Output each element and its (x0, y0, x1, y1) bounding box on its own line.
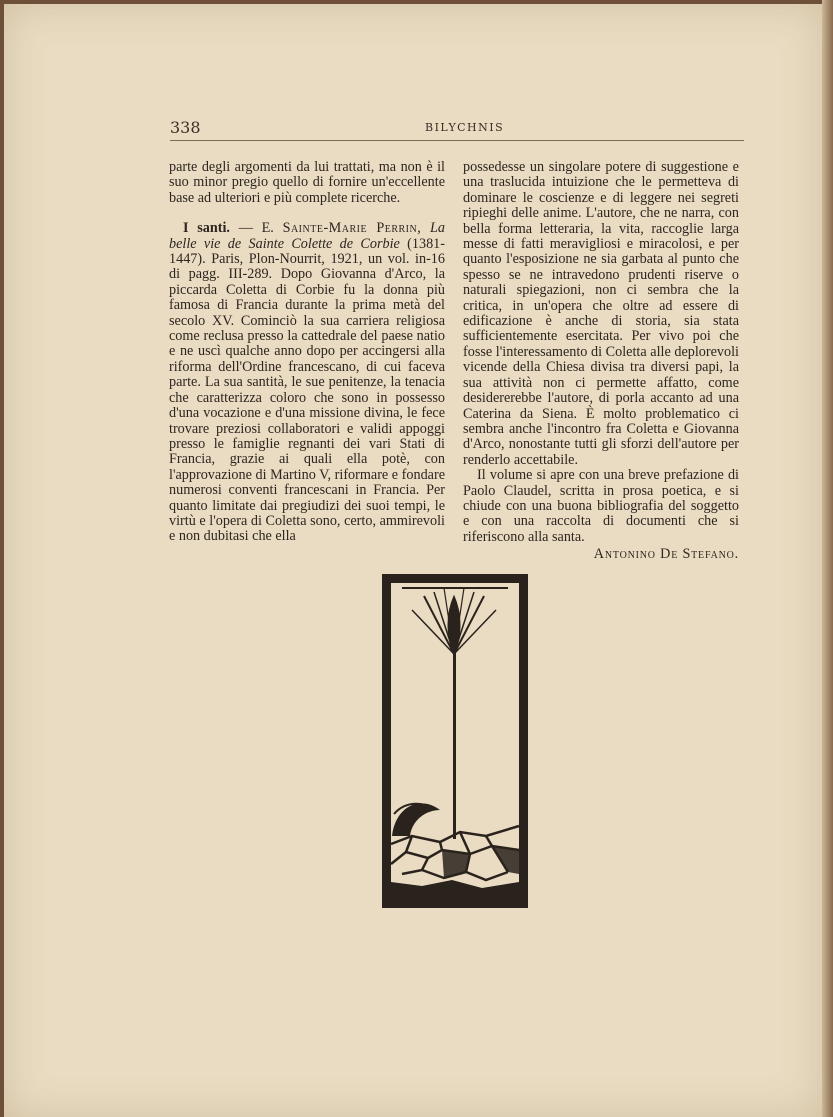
running-title: BILYCHNIS (425, 121, 505, 134)
continuation-paragraph: parte degli argomenti da lui trattati, ma non è il suo minor pregio quello di fornire un'eccellente base ad ulteriori e più complete ricerche. (169, 159, 445, 206)
page-number: 338 (170, 118, 201, 137)
review-paragraph (169, 221, 445, 545)
book-page (4, 4, 822, 1117)
review-body: (1381-1447). Paris, Plon-Nourrit, 1921, un vol. in-16 di pagg. III-289. Dopo Giovanna d'Arco, la piccarda Coletta di Corbie fu la donna più famosa di Francia durante la prima metà del secolo XV. Cominciò la sua carriera religiosa come reclusa presso la cattedrale del paese natio e ne uscì qualche anno dopo per accingersi alla riforma dell'Ordine francescano, di cui faceva parte. La sua santità, le sue penitenze, la tenacia che caratterizza coloro che sono in possesso d'una vocazione e d'una missione divina, le fece trovare preziosi collaboratori e validi appoggi presso le famiglie regnanti dei vari Stati di Francia, grazie ai quali ella potè, con l'approvazione di Martino V, riformare e fondare numerosi conventi francescani in Francia. Per quanto limitate dai pregiudizi dei suoi tempi, le virtù e l'opera di Coletta sono, certo, ammirevoli e non dubitasi che ella (169, 235, 445, 545)
page-edge (822, 0, 833, 1117)
author-signature: Antonino De Stefano. (593, 546, 739, 563)
right-column (463, 160, 739, 563)
running-header (170, 118, 744, 141)
woodcut-vignette (382, 574, 528, 908)
review-book-title: La belle vie de Sainte Colette de Corbie (169, 220, 445, 252)
right-paragraph-2: Il volume si apre con una breve prefazione di Paolo Claudel, scritta in prosa poetica, e si chiude con una buona bibliografia del soggetto e con una raccolta di documenti che si riferiscono alla santa. (463, 467, 739, 545)
left-column (169, 160, 445, 545)
right-paragraph-1: possedesse un singolare potere di suggestione e una traslucida intuizione che le permetteva di dominare le coscienze e di leggere nei segreti ripieghi delle anime. L'autore, che ne narra, con bella forma letteraria, la vita, raccoglie larga messe di fatti meravigliosi e miracolosi, e per quanto l'esposizione ne sia garbata al punto che spesso se ne intravedono prudenti riserve o naturali spiegazioni, non ci sembra che la critica, in un'opera che oltre ad essere di edificazione è anche di storia, sia stata sufficientemente esercitata. Per vivo poi che fosse l'interessamento di Coletta alle deplorevoli vicende della Chiesa divisa tra diversi papi, la sua attività non ci permette affatto, come desidererebbe l'autore, di porla accanto ad una Caterina da Siena. È molto problematico ci sembra anche l'incontro fra Coletta e Giovanna d'Arco, nonostante tutti gli sforzi dell'autore per renderlo accettabile. (463, 159, 739, 468)
review-heading: I santi. (183, 220, 230, 237)
review-dash: — E. (229, 220, 283, 237)
review-author: Sainte-Marie Perrin, (282, 220, 422, 237)
